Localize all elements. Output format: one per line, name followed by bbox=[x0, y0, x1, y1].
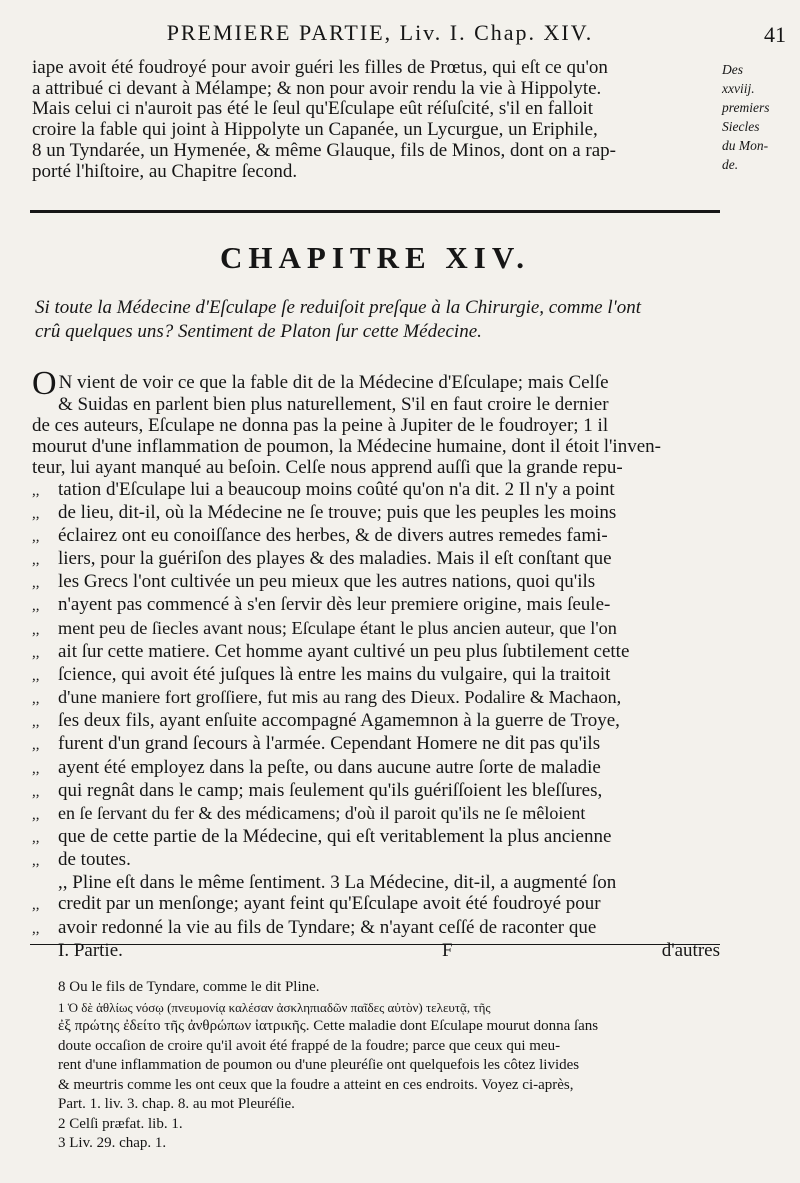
footnote: 2 Celſi præfat. lib. 1. bbox=[58, 1115, 183, 1132]
text-line bbox=[32, 780, 732, 803]
footnote: rent d'une inflammation de poumon ou d'une pleuréſie ont quelquefois les côtez livides bbox=[58, 1057, 580, 1073]
text-line-content: de ces auteurs, Eſculape ne donna pas la peine à Jupiter de le foudroyer; 1 il bbox=[32, 415, 609, 437]
text-line bbox=[32, 872, 732, 893]
margin-note-line: Des bbox=[722, 62, 743, 77]
text-line bbox=[32, 733, 732, 756]
chapter-subtitle bbox=[35, 296, 725, 344]
text-line bbox=[32, 394, 732, 415]
footnote: doute occaſion de croire qu'il avoit été frappé de la foudre; parce que ceux qui meu- bbox=[58, 1037, 561, 1054]
footnote: ἐξ πρώτης ἐδείτο τῆς ἀνθρώπων ἰατρικῆς. Cette maladie dont Eſculape mourut donna ſans bbox=[58, 1018, 599, 1034]
quote-mark: ,, bbox=[32, 853, 40, 870]
text-line-content: tation d'Eſculape lui a beaucoup moins coûté qu'on n'a dit. 2 Il n'y a point bbox=[58, 478, 615, 500]
text-line-content: ,, Pline eſt dans le même ſentiment. 3 La Médecine, dit-il, a augmenté ſon bbox=[58, 872, 617, 894]
footnote-rule bbox=[30, 944, 720, 945]
text-line-content: liers, pour la guériſon des playes & des maladies. Mais il eſt conſtant que bbox=[58, 548, 612, 570]
quote-mark: ,, bbox=[32, 691, 40, 708]
margin-note-line: xxviij. bbox=[722, 81, 755, 96]
quote-mark: ,, bbox=[32, 897, 40, 914]
quote-mark: ,, bbox=[32, 714, 40, 731]
text-line: Mais celui ci n'auroit pas été le ſeul qu'Eſculape eût réſuſcité, s'il en falloit bbox=[32, 98, 594, 120]
quote-mark: ,, bbox=[32, 920, 40, 937]
text-line-content: n'ayent pas commencé à s'en ſervir dès leur premiere origine, mais ſeule- bbox=[58, 594, 611, 616]
text-line-content: avoir redonné la vie au fils de Tyndare; & n'ayant ceſſé de raconter que bbox=[58, 916, 597, 938]
signature-mark: F bbox=[442, 939, 453, 961]
text-line bbox=[32, 826, 732, 849]
text-line-content: credit par un menſonge; ayant feint qu'Eſculape avoit été foudroyé pour bbox=[58, 893, 601, 915]
text-line bbox=[32, 548, 732, 571]
running-head: PREMIERE PARTIE, Liv. I. Chap. XIV. bbox=[166, 20, 594, 45]
text-line bbox=[32, 893, 732, 916]
text-line bbox=[32, 664, 732, 687]
text-line-content: ayent été employez dans la peſte, ou dans aucune autre ſorte de maladie bbox=[58, 756, 601, 778]
chapter-title: CHAPITRE XIV. bbox=[220, 240, 530, 275]
quote-mark: ,, bbox=[32, 482, 40, 499]
subtitle-line: Si toute la Médecine d'Eſculape ſe reduiſoit preſque à la Chirurgie, comme l'ont bbox=[35, 297, 641, 318]
text-line bbox=[32, 917, 732, 940]
text-line bbox=[32, 757, 732, 780]
text-line-content: ſes deux fils, ayant enſuite accompagné Agamemnon à la guerre de Troye, bbox=[58, 710, 620, 732]
text-line bbox=[32, 687, 732, 710]
footnotes bbox=[58, 978, 738, 1154]
text-line-content: ſcience, qui avoit été juſques là entre les mains du vulgaire, qui la traitoit bbox=[58, 663, 611, 685]
intro-paragraph bbox=[32, 58, 722, 182]
footnote: 1 Ὁ δὲ ἀθλίως νόσῳ (πνευμονίᾳ καλέσαν ἀσκληπιαδῶν παῖδες αὐτὸν) τελευτᾷ, τῆς bbox=[58, 999, 491, 1015]
text-line-content: les Grecs l'ont cultivée un peu mieux que les autres nations, quoi qu'ils bbox=[58, 571, 596, 593]
text-line bbox=[32, 365, 732, 402]
text-line-content: N vient de voir ce que la fable dit de la Médecine d'Eſculape; mais Celſe bbox=[58, 372, 609, 393]
quote-mark: ,, bbox=[32, 760, 40, 777]
text-line-content: que de cette partie de la Médecine, qui eſt veritablement la plus ancienne bbox=[58, 825, 612, 847]
quote-mark: ,, bbox=[32, 621, 40, 638]
quote-mark: ,, bbox=[32, 552, 40, 569]
text-line bbox=[32, 436, 732, 457]
text-line: porté l'hiſtoire, au Chapitre ſecond. bbox=[32, 160, 298, 182]
text-line-content: d'une maniere fort groſſiere, fut mis au rang des Dieux. Podalire & Machaon, bbox=[58, 687, 622, 708]
text-line bbox=[32, 502, 732, 525]
quote-mark: ,, bbox=[32, 737, 40, 754]
quote-mark: ,, bbox=[32, 667, 40, 684]
margin-note-line: Siecles bbox=[722, 119, 760, 134]
text-line-content: ment peu de ſiecles avant nous; Eſculape étant le plus ancien auteur, que l'on bbox=[58, 617, 617, 638]
text-line-content: de toutes. bbox=[58, 849, 131, 871]
subtitle-line: crû quelques uns? Sentiment de Platon ſur cette Médecine. bbox=[35, 321, 482, 342]
section-rule bbox=[30, 210, 720, 213]
quote-mark: ,, bbox=[32, 783, 40, 800]
page-number: 41 bbox=[764, 22, 786, 47]
quote-mark: ,, bbox=[32, 829, 40, 846]
text-line-content: teur, lui ayant manqué au beſoin. Celſe nous apprend auſſi que la grande repu- bbox=[32, 457, 623, 479]
text-line bbox=[32, 525, 732, 548]
catchword: d'autres bbox=[661, 939, 720, 961]
drop-cap: O bbox=[32, 365, 57, 402]
chapter-body bbox=[32, 365, 732, 961]
footnote: 8 Ou le fils de Tyndare, comme le dit Pline. bbox=[58, 979, 320, 995]
text-line bbox=[32, 849, 732, 872]
quote-mark: ,, bbox=[32, 598, 40, 615]
quote-mark: ,, bbox=[32, 644, 40, 661]
text-line bbox=[32, 415, 732, 436]
text-line bbox=[32, 571, 732, 594]
margin-note-line: premiers bbox=[722, 100, 770, 115]
text-line-content: mourut d'une inflammation de poumon, la Médecine humaine, dont il étoit l'inven- bbox=[32, 436, 661, 458]
text-line bbox=[32, 457, 732, 478]
text-line bbox=[32, 710, 732, 733]
text-line: 8 un Tyndarée, un Hymenée, & même Glauque, fils de Minos, dont on a rap- bbox=[32, 139, 617, 161]
text-line bbox=[32, 618, 732, 641]
text-line bbox=[32, 594, 732, 617]
text-line-content: & Suidas en parlent bien plus naturellement, S'il en faut croire le dernier bbox=[58, 394, 609, 415]
quote-mark: ,, bbox=[32, 806, 40, 823]
footnote: 3 Liv. 29. chap. 1. bbox=[58, 1135, 167, 1151]
margin-note-line: de. bbox=[722, 157, 739, 172]
text-line bbox=[32, 803, 732, 826]
signature-part: I. Partie. bbox=[58, 939, 123, 961]
text-line-content: en ſe ſervant du fer & des médicamens; d'où il paroit qu'ils ne ſe mêloient bbox=[58, 802, 586, 823]
text-line-content: éclairez ont eu conoiſſance des herbes, & de divers autres remedes fami- bbox=[58, 524, 608, 546]
text-line: a attribué ci devant à Mélampe; & non pour avoir rendu la vie à Hippolyte. bbox=[32, 77, 602, 99]
footnote: Part. 1. liv. 3. chap. 8. au mot Pleuréſie. bbox=[58, 1096, 295, 1112]
quote-mark: ,, bbox=[32, 575, 40, 592]
text-line-content: ait ſur cette matiere. Cet homme ayant cultivé un peu plus ſubtilement cette bbox=[58, 640, 630, 662]
margin-note bbox=[722, 60, 800, 174]
margin-note-line: du Mon- bbox=[722, 138, 769, 153]
quote-mark: ,, bbox=[32, 505, 40, 522]
text-line bbox=[32, 641, 732, 664]
text-line-content: qui regnât dans le camp; mais ſeulement qu'ils guériſſoient les bleſſures, bbox=[58, 779, 603, 801]
quote-mark: ,, bbox=[32, 528, 40, 545]
text-line: iape avoit été foudroyé pour avoir guéri les filles de Prœtus, qui eſt ce qu'on bbox=[32, 57, 608, 78]
text-line-content: furent d'un grand ſecours à l'armée. Cependant Homere ne dit pas qu'ils bbox=[58, 733, 601, 755]
text-line bbox=[32, 479, 732, 502]
footnote: & meurtris comme les ont ceux que la foudre a atteint en ces endroits. Voyez ci-après, bbox=[58, 1076, 574, 1093]
text-line: croire la fable qui joint à Hippolyte un Capanée, un Lycurgue, un Eriphile, bbox=[32, 119, 598, 141]
text-line-content: de lieu, dit-il, où la Médecine ne ſe trouve; puis que les peuples les moins bbox=[58, 501, 617, 523]
